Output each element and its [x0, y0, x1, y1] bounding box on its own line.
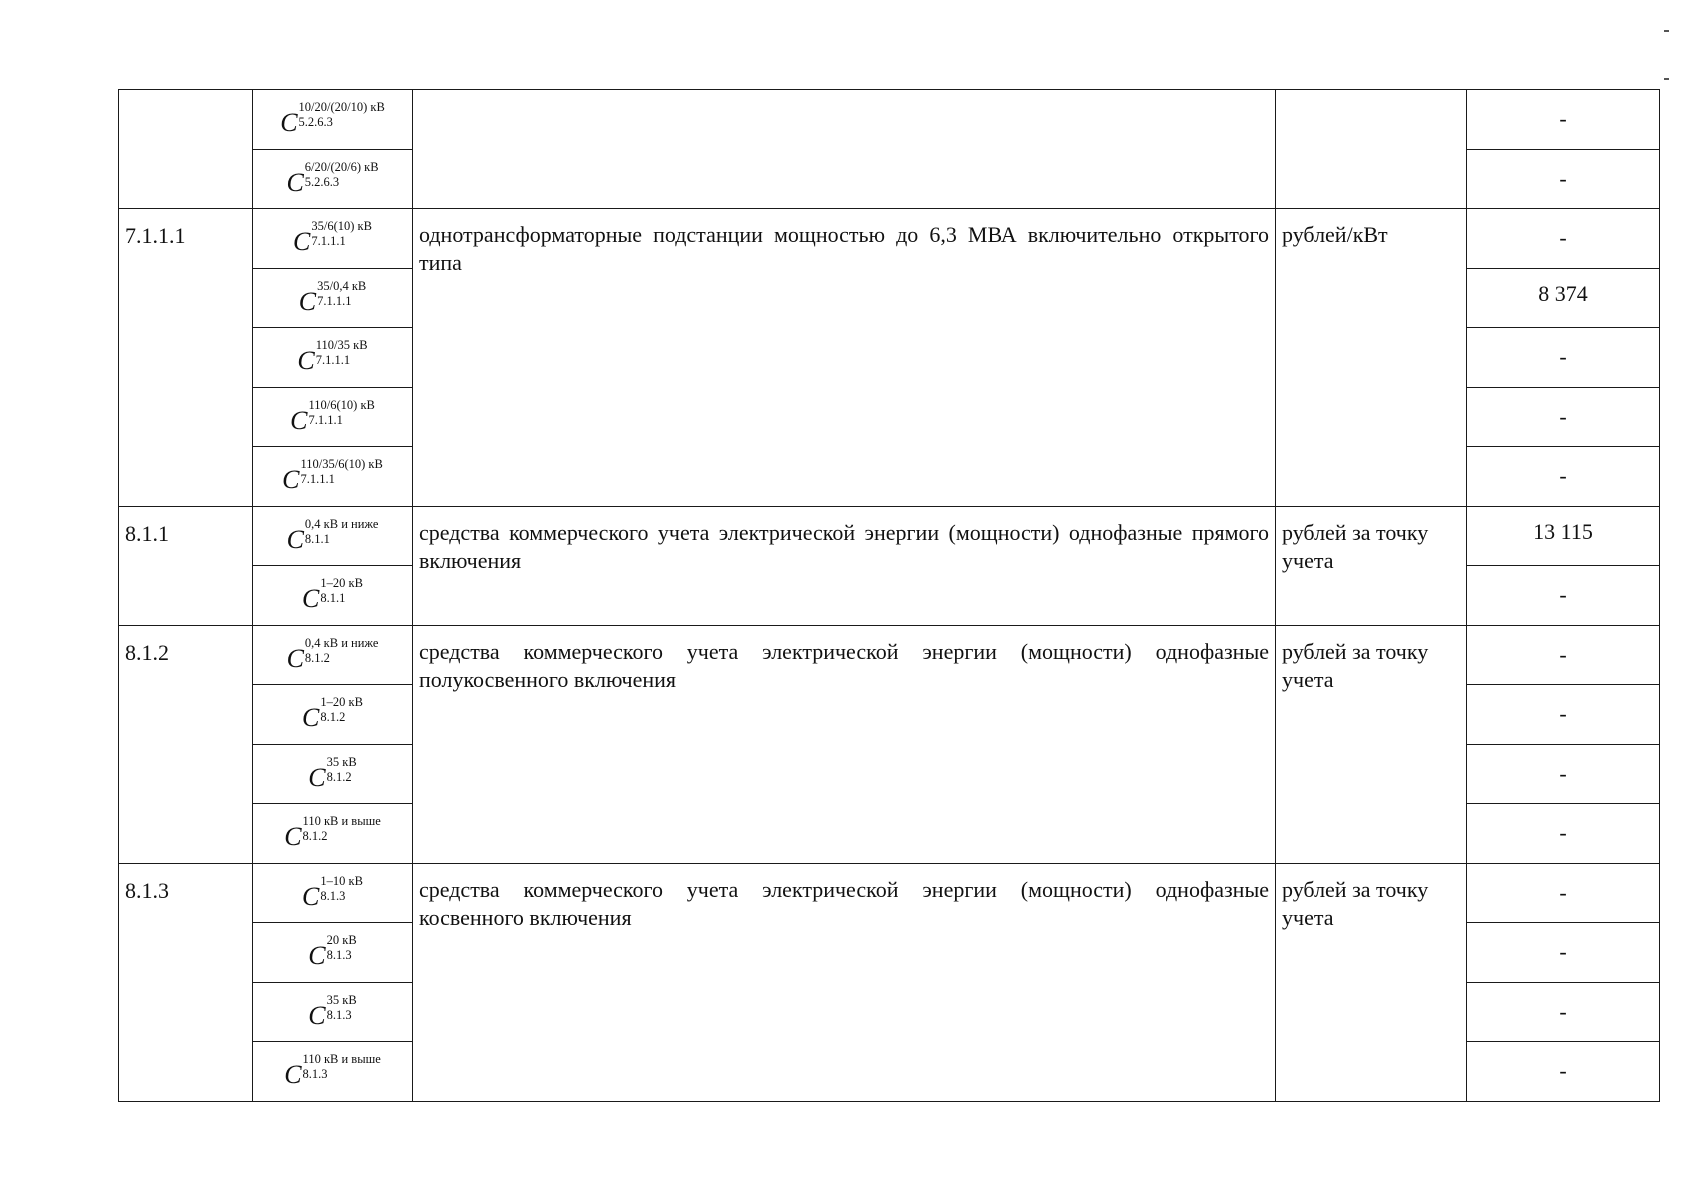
rate-symbol-letter: C: [286, 167, 304, 197]
rate-symbol: [253, 149, 413, 209]
rate-symbol-superscript: 35/0,4 кВ: [317, 278, 367, 293]
rate-value: -: [1467, 447, 1660, 507]
rate-symbol-subscript: 8.1.3: [326, 1007, 352, 1022]
rate-symbol-superscript: 1–20 кВ: [320, 576, 363, 591]
rate-symbol-subscript: 5.2.6.3: [298, 115, 333, 130]
row-number: 8.1.1: [119, 506, 253, 625]
rate-symbol-superscript: 110 кВ и выше: [302, 1052, 381, 1067]
rate-symbol-indices: [299, 100, 385, 130]
rate-value: -: [1467, 625, 1660, 685]
rate-symbol-letter: C: [290, 405, 308, 435]
rate-symbol-indices: [305, 517, 379, 547]
rate-symbol-superscript: 35 кВ: [326, 992, 357, 1007]
rate-symbol-formula: [308, 933, 356, 971]
rate-symbol: [253, 744, 413, 804]
rate-symbol-indices: [327, 993, 357, 1023]
rate-symbol-formula: [299, 279, 366, 317]
rate-symbol-subscript: 7.1.1.1: [300, 472, 335, 487]
rate-symbol-indices: [301, 457, 383, 487]
rate-symbol: [253, 328, 413, 388]
rate-symbol-indices: [320, 695, 363, 725]
rate-symbol: [253, 506, 413, 566]
rate-symbol-letter: C: [282, 465, 300, 495]
tariff-table: [118, 89, 1660, 1102]
rate-symbol-formula: [297, 338, 367, 376]
rate-symbol-indices: [320, 874, 363, 904]
row-unit: [1276, 90, 1467, 209]
rate-symbol-superscript: 35/6(10) кВ: [311, 219, 372, 234]
rate-value: 8 374: [1467, 268, 1660, 328]
rate-symbol: [253, 982, 413, 1042]
rate-symbol-subscript: 5.2.6.3: [304, 174, 340, 189]
rate-symbol-indices: [317, 279, 366, 309]
rate-value: -: [1467, 387, 1660, 447]
rate-symbol-superscript: 110/35/6(10) кВ: [300, 457, 383, 472]
rate-symbol-letter: C: [302, 881, 320, 911]
rate-symbol-subscript: 7.1.1.1: [317, 293, 352, 308]
rate-symbol-subscript: 8.1.2: [304, 650, 330, 665]
table-row: [119, 863, 1660, 923]
rate-symbol-indices: [305, 160, 379, 190]
rate-symbol-indices: [305, 636, 379, 666]
rate-symbol-letter: C: [280, 108, 298, 138]
rate-symbol-letter: C: [284, 822, 302, 852]
rate-symbol: [253, 566, 413, 626]
rate-value: -: [1467, 149, 1660, 209]
rate-symbol-subscript: 8.1.2: [326, 769, 352, 784]
rate-symbol: [253, 804, 413, 864]
rate-symbol-subscript: 8.1.1: [320, 591, 346, 606]
rate-symbol-indices: [327, 933, 357, 963]
rate-symbol-formula: [287, 636, 379, 674]
row-number: 8.1.3: [119, 863, 253, 1101]
rate-symbol-formula: [280, 100, 385, 138]
rate-value: -: [1467, 566, 1660, 626]
rate-symbol-formula: [284, 814, 381, 852]
rate-symbol-superscript: 35 кВ: [326, 754, 357, 769]
row-unit: рублей/кВт: [1276, 209, 1467, 507]
rate-symbol: [253, 387, 413, 447]
rate-symbol-subscript: 7.1.1.1: [311, 234, 346, 249]
rate-symbol-formula: [308, 993, 356, 1031]
rate-value: -: [1467, 804, 1660, 864]
rate-value: -: [1467, 863, 1660, 923]
rate-symbol-subscript: 7.1.1.1: [308, 412, 343, 427]
rate-symbol-formula: [302, 874, 363, 912]
rate-symbol-indices: [303, 1052, 381, 1082]
rate-symbol-subscript: 8.1.3: [320, 888, 346, 903]
rate-symbol: [253, 268, 413, 328]
rate-symbol-letter: C: [302, 584, 320, 614]
rate-symbol: [253, 685, 413, 745]
rate-symbol: [253, 1042, 413, 1102]
rate-value: -: [1467, 982, 1660, 1042]
rate-symbol-formula: [302, 695, 363, 733]
rate-symbol-indices: [316, 338, 368, 368]
rate-symbol-subscript: 7.1.1.1: [315, 353, 351, 368]
rate-symbol: [253, 209, 413, 269]
rate-symbol: [253, 863, 413, 923]
rate-symbol-superscript: 110/6(10) кВ: [308, 397, 375, 412]
rate-symbol-superscript: 6/20/(20/6) кВ: [304, 159, 379, 174]
row-description: средства коммерческого учета электрической энергии (мощности) однофазные косвенного включения: [413, 863, 1276, 1101]
rate-symbol-superscript: 0,4 кВ и ниже: [304, 516, 379, 531]
row-unit: рублей за точку учета: [1276, 863, 1467, 1101]
rate-symbol-superscript: 10/20/(20/10) кВ: [298, 100, 385, 115]
row-description: [413, 90, 1276, 209]
rate-symbol-letter: C: [308, 762, 326, 792]
rate-symbol-letter: C: [286, 524, 304, 554]
row-description: средства коммерческого учета электрической энергии (мощности) однофазные полукосвенного включения: [413, 625, 1276, 863]
rate-value: -: [1467, 923, 1660, 983]
rate-symbol-superscript: 1–10 кВ: [320, 873, 363, 888]
rate-value: -: [1467, 328, 1660, 388]
tariff-table-body: [119, 90, 1660, 1102]
rate-symbol-letter: C: [308, 1000, 326, 1030]
row-number: [119, 90, 253, 209]
rate-value: -: [1467, 1042, 1660, 1102]
rate-symbol-superscript: 1–20 кВ: [320, 695, 363, 710]
rate-symbol-formula: [282, 457, 383, 495]
table-row: [119, 209, 1660, 269]
rate-symbol-letter: C: [286, 643, 304, 673]
row-description: средства коммерческого учета электрической энергии (мощности) однофазные прямого включения: [413, 506, 1276, 625]
rate-symbol-superscript: 20 кВ: [326, 933, 357, 948]
rate-symbol-letter: C: [293, 227, 311, 257]
rate-symbol-formula: [284, 1052, 381, 1090]
rate-symbol-letter: C: [284, 1060, 302, 1090]
row-unit: рублей за точку учета: [1276, 625, 1467, 863]
rate-symbol-subscript: 8.1.2: [320, 710, 346, 725]
rate-symbol-letter: C: [308, 941, 326, 971]
rate-symbol-formula: [308, 755, 356, 793]
rate-value: -: [1467, 209, 1660, 269]
rate-symbol-formula: [290, 398, 375, 436]
rate-value: 13 115: [1467, 506, 1660, 566]
row-number: 7.1.1.1: [119, 209, 253, 507]
table-row: [119, 90, 1660, 150]
rate-symbol-subscript: 8.1.2: [302, 829, 328, 844]
rate-symbol-superscript: 0,4 кВ и ниже: [304, 635, 379, 650]
rate-symbol: [253, 923, 413, 983]
rate-symbol-indices: [308, 398, 374, 428]
rate-symbol-indices: [303, 814, 381, 844]
rate-symbol-formula: [287, 517, 379, 555]
scan-mark: [1664, 78, 1669, 80]
rate-symbol-letter: C: [302, 703, 320, 733]
rate-symbol: [253, 447, 413, 507]
rate-symbol-indices: [311, 219, 372, 249]
scan-mark: [1664, 30, 1669, 32]
rate-symbol: [253, 625, 413, 685]
rate-symbol-subscript: 8.1.3: [326, 948, 352, 963]
rate-symbol: [253, 90, 413, 150]
rate-symbol-subscript: 8.1.1: [304, 531, 330, 546]
row-description: однотрансформаторные подстанции мощностью до 6,3 МВА включительно открытого типа: [413, 209, 1276, 507]
rate-symbol-superscript: 110/35 кВ: [315, 338, 368, 353]
rate-symbol-formula: [302, 576, 363, 614]
rate-symbol-subscript: 8.1.3: [302, 1067, 328, 1082]
rate-value: -: [1467, 744, 1660, 804]
row-unit: рублей за точку учета: [1276, 506, 1467, 625]
rate-symbol-indices: [327, 755, 357, 785]
rate-symbol-superscript: 110 кВ и выше: [302, 814, 381, 829]
rate-symbol-formula: [293, 219, 372, 257]
rate-symbol-letter: C: [297, 346, 315, 376]
rate-symbol-letter: C: [298, 286, 317, 316]
rate-value: -: [1467, 90, 1660, 150]
rate-symbol-indices: [320, 576, 363, 606]
rate-value: -: [1467, 685, 1660, 745]
row-number: 8.1.2: [119, 625, 253, 863]
table-row: [119, 625, 1660, 685]
rate-symbol-formula: [286, 160, 378, 198]
table-row: [119, 506, 1660, 566]
